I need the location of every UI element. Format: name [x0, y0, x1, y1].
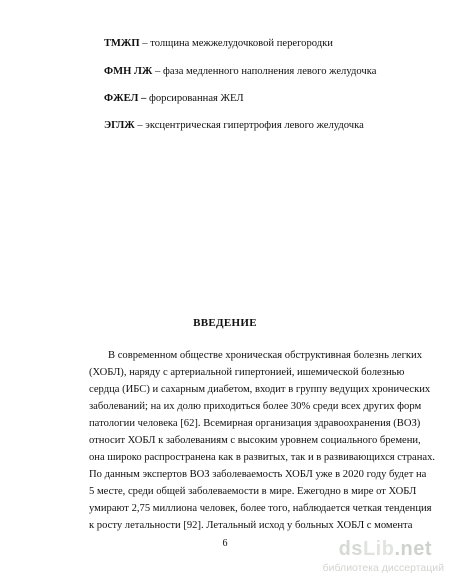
body-text-line: По данным экспертов ВОЗ заболеваемость ХОБЛ уже в 2020 году будет на	[89, 469, 427, 480]
body-text-line: патологии человека [62]. Всемирная организация здравоохранения (ВОЗ)	[89, 418, 421, 429]
watermark-brand-lib: Lib	[362, 538, 395, 560]
abbreviation-term: ЭГЛЖ	[104, 120, 135, 131]
abbreviation-definition: форсированная ЖЕЛ	[146, 93, 244, 104]
watermark-brand-net: .net	[394, 538, 432, 560]
abbreviation-entry	[104, 37, 333, 51]
abbreviation-term: ФМН ЛЖ	[104, 66, 153, 77]
abbreviation-definition: – фаза медленного наполнения левого желудочка	[152, 66, 377, 77]
abbreviation-entry	[104, 119, 364, 133]
body-text-line: умирают 2,75 миллиона человек, более того, наблюдается четкая тенденция	[89, 503, 432, 514]
abbreviation-definition: – эксцентрическая гипертрофия левого желудочка	[134, 120, 364, 131]
watermark-brand	[339, 538, 432, 561]
body-text-line: сердца (ИБС) и сахарным диабетом, входит в группу ведущих хронических	[89, 384, 431, 395]
watermark-subtitle: библиотека диссертаций	[322, 562, 444, 574]
body-text-line: она широко распространена как в развитых, так и в развивающихся странах.	[89, 452, 436, 463]
body-text-line: В современном обществе хроническая обструктивная болезнь легких	[108, 350, 423, 361]
abbreviation-definition: – толщина межжелудочковой перегородки	[139, 38, 333, 49]
body-text-line: (ХОБЛ), наряду с артериальной гипертонией, ишемической болезнью	[89, 367, 405, 378]
body-text-line: к росту летальности [92]. Летальный исход у больных ХОБЛ с момента	[89, 520, 413, 531]
section-title: ВВЕДЕНИЕ	[193, 317, 257, 329]
watermark-logo	[274, 538, 444, 578]
watermark-brand-ds: ds	[338, 538, 363, 560]
abbreviation-term: ТМЖП	[104, 38, 140, 49]
page-number: 6	[222, 538, 228, 549]
abbreviation-entry	[104, 92, 244, 106]
abbreviation-term: ФЖЕЛ –	[104, 93, 147, 104]
abbreviation-entry	[104, 65, 376, 79]
body-text-line: относит ХОБЛ к заболеваниям с высоким уровнем социального бремени,	[89, 435, 421, 446]
body-text-line: 5 месте, среди общей заболеваемости в мире. Ежегодно в мире от ХОБЛ	[89, 486, 417, 497]
body-text-line: заболеваний; на их долю приходиться более 30% среди всех других форм	[89, 401, 422, 412]
